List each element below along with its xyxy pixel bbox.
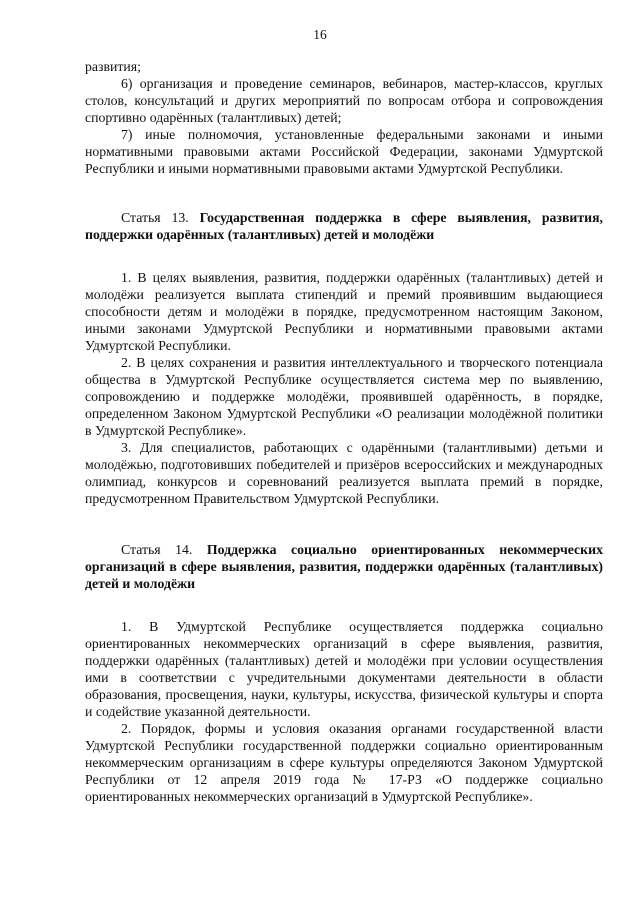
article-13-paragraph-2: 2. В целях сохранения и развития интеллектуального и творческого потенциала общества в Удмуртской Республике осуществляется система мер по выявлению, сопровождению и поддержке молодёжи, проявившей одарённость, в порядке, определенном Законом Удмуртской Республики «О реализации молодёжной политики в Удмуртской Республике».: [85, 355, 603, 438]
paragraph: развития;: [85, 59, 141, 74]
article-13-paragraph-1: 1. В целях выявления, развития, поддержки одарённых (талантливых) детей и молодёжи реализуется выплата стипендий и премий проявившим выдающиеся способности детям и молодёжи в порядке, предусмотренном настоящим Законом, иными законами Удмуртской Республики и нормативными правовыми актами Удмуртской Республики.: [85, 270, 603, 353]
article-14-heading: [85, 541, 603, 592]
list-item-7: 7) иные полномочия, установленные федеральными законами и иными нормативными правовыми актами Российской Федерации, законами Удмуртской Республики и иными нормативными правовыми актами Удмуртской Республики.: [85, 127, 603, 176]
article-13-paragraph-3: 3. Для специалистов, работающих с одарёнными (талантливыми) детьми и молодёжью, подготовивших победителей и призёров всероссийских и международных олимпиад, конкурсов и соревнований реализуется выплата премий в порядке, предусмотренном Правительством Удмуртской Республики.: [85, 440, 603, 506]
page-number: 16: [313, 27, 327, 42]
article-14-paragraph-1: 1. В Удмуртской Республике осуществляется поддержка социально ориентированных некоммерческих организаций в сфере выявления, развития, поддержки одарённых (талантливых) детей и молодёжи при условии осуществления ими в соответствии с учредительными документами деятельности в области образования, просвещения, науки, культуры, искусства, физической культуры и спорта и содействие указанной деятельности.: [85, 619, 603, 719]
document-body: [85, 58, 603, 805]
article-13-heading: [85, 209, 603, 243]
article-14-title: Поддержка социально ориентированных некоммерческих организаций в сфере выявления, развития, поддержки одарённых (талантливых) детей и молодёжи: [85, 542, 603, 591]
list-item-6: 6) организация и проведение семинаров, вебинаров, мастер-классов, круглых столов, консультаций и других мероприятий по вопросам отбора и сопровождения спортивно одарённых (талантливых) детей;: [85, 76, 603, 125]
article-13-label: Статья 13.: [121, 210, 200, 225]
article-14-paragraph-2: 2. Порядок, формы и условия оказания органами государственной власти Удмуртской Республики государственной поддержки социально ориентированным некоммерческим организациям в сфере культуры определяются Законом Удмуртской Республики от 12 апреля 2019 года № 17-РЗ «О поддержке социально ориентированных некоммерческих организаций в Удмуртской Республике».: [85, 721, 603, 804]
article-13-title: Государственная поддержка в сфере выявления, развития, поддержки одарённых (талантливых) детей и молодёжи: [85, 210, 603, 242]
spacer: [85, 592, 603, 618]
article-14-label: Статья 14.: [121, 542, 207, 557]
spacer: [85, 243, 603, 269]
